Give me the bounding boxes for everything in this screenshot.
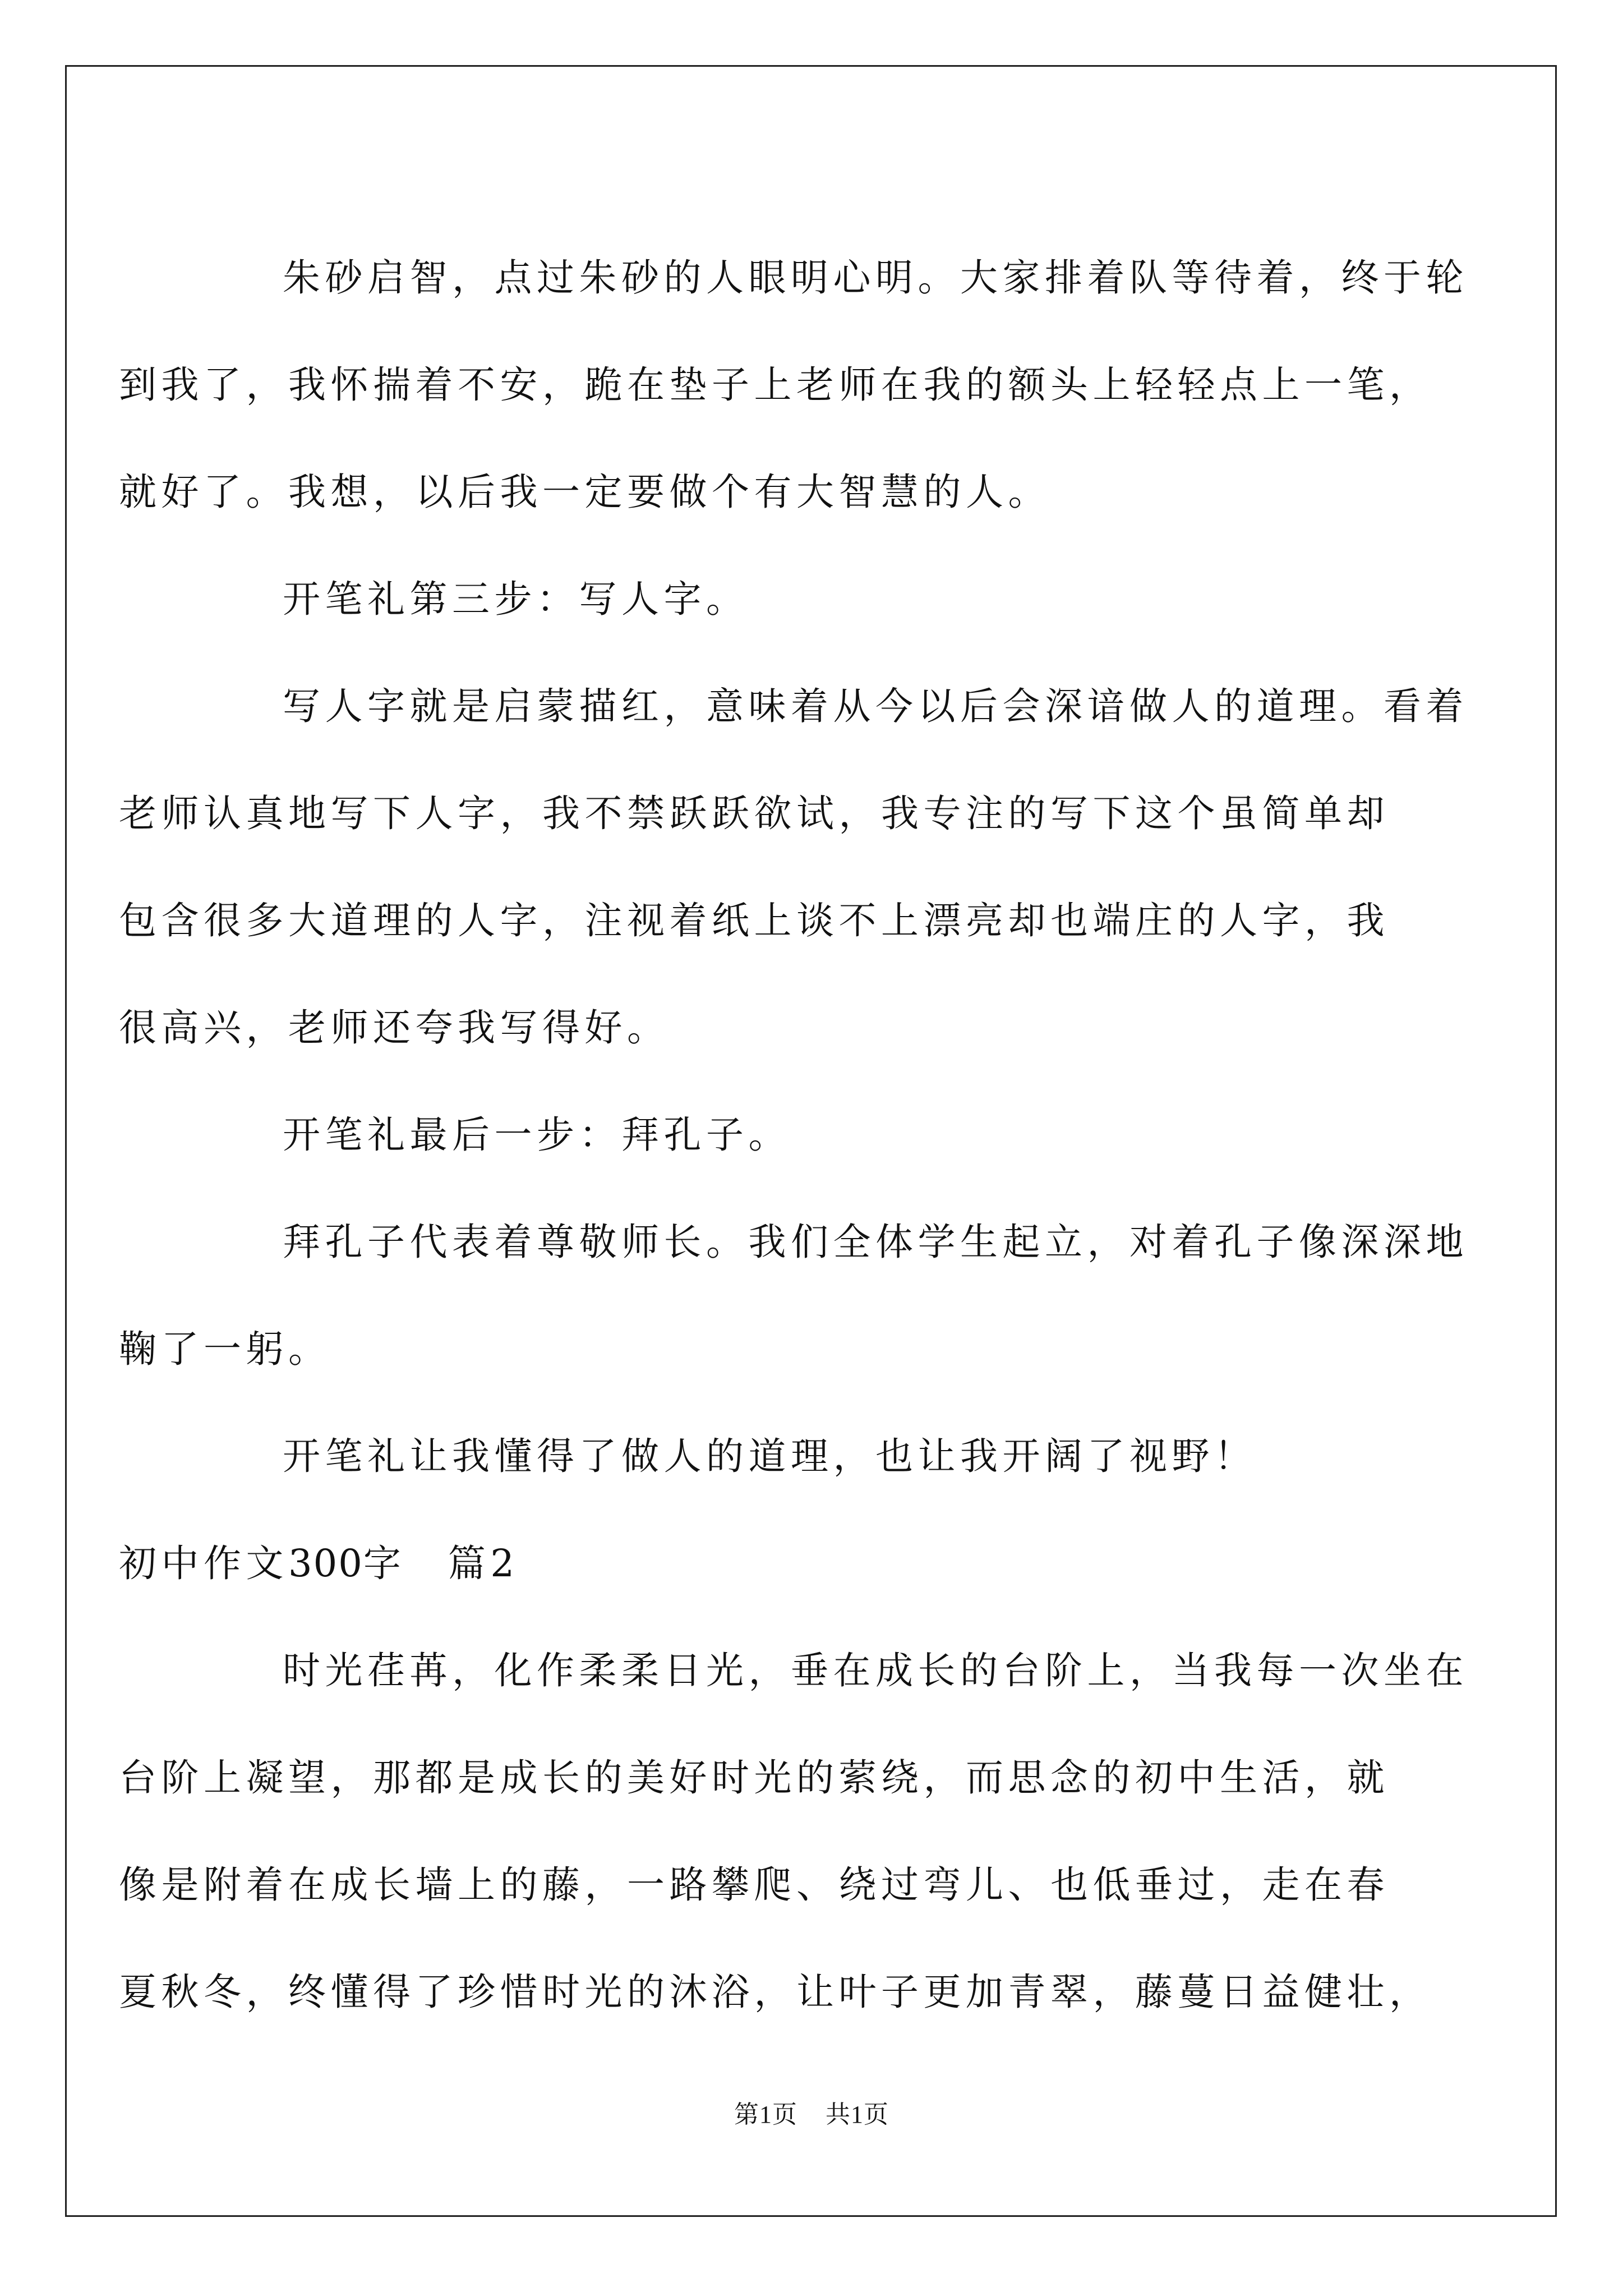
- text-line: 时光荏苒，化作柔柔日光，垂在成长的台阶上，当我每一次坐在: [283, 1649, 1468, 1692]
- document-body: [119, 224, 1468, 2046]
- text-line: 开笔礼让我懂得了做人的道理，也让我开阔了视野！: [283, 1434, 1257, 1478]
- text-line: 就好了。我想，以后我一定要做个有大智慧的人。: [119, 470, 1050, 514]
- text-line: 开笔礼最后一步：拜孔子。: [283, 1113, 791, 1157]
- page-number: 第1页: [734, 2101, 797, 2128]
- heading-index: 2: [490, 1542, 516, 1585]
- text-line: 台阶上凝望，那都是成长的美好时光的萦绕，而思念的初中生活，就: [119, 1756, 1389, 1800]
- text-line: 像是附着在成长墙上的藤，一路攀爬、绕过弯儿、也低垂过，走在春: [119, 1863, 1389, 1907]
- page-footer: [0, 2098, 1623, 2132]
- section-heading: [119, 1510, 1435, 1617]
- text-line: 夏秋冬，终懂得了珍惜时光的沐浴，让叶子更加青翠，藤蔓日益健壮，: [119, 1970, 1432, 2014]
- heading-prefix: 初中作文: [119, 1542, 288, 1585]
- paragraph: [119, 224, 1468, 546]
- heading-line: [119, 1510, 1435, 1617]
- page-total: 共1页: [826, 2101, 889, 2128]
- heading-number: 300: [288, 1542, 363, 1585]
- paragraph: [201, 546, 1435, 653]
- text-line: 到我了，我怀揣着不安，跪在垫子上老师在我的额头上轻轻点上一笔，: [119, 363, 1432, 407]
- text-line: 朱砂启智，点过朱砂的人眼明心明。大家排着队等待着，终于轮: [283, 256, 1468, 300]
- paragraph: [119, 1617, 1468, 2046]
- paragraph: [201, 1082, 1435, 1189]
- heading-suffix: 字: [363, 1542, 406, 1585]
- text-line: 鞠了一躬。: [119, 1327, 331, 1371]
- text-line: 包含很多大道理的人字，注视着纸上谈不上漂亮却也端庄的人字，我: [119, 899, 1389, 942]
- text-line: 写人字就是启蒙描红，意味着从今以后会深谙做人的道理。看着: [283, 684, 1468, 728]
- text-line: 老师认真地写下人字，我不禁跃跃欲试，我专注的写下这个虽简单却: [119, 792, 1389, 835]
- paragraph: [201, 1403, 1435, 1510]
- paragraph: [119, 653, 1468, 1082]
- heading-label: 篇: [448, 1542, 491, 1585]
- text-line: 拜孔子代表着尊敬师长。我们全体学生起立，对着孔子像深深地: [283, 1220, 1468, 1264]
- text-line: 很高兴，老师还夸我写得好。: [119, 1006, 670, 1050]
- text-line: 开笔礼第三步：写人字。: [283, 577, 749, 621]
- paragraph: [119, 1189, 1468, 1403]
